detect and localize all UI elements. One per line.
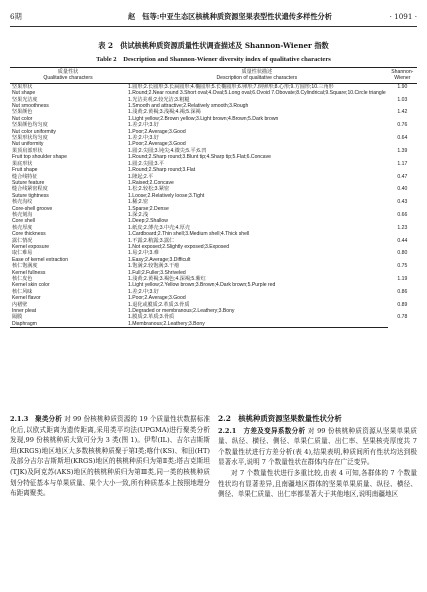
trait-name-zh: 果顶肩部形状	[12, 147, 43, 154]
trait-name-en: Nut smoothness	[12, 103, 49, 110]
trait-description-zh: 1.深;2.浅	[128, 211, 149, 218]
trait-name-en: Nut color uniformity	[12, 128, 56, 135]
trait-name-en: Ease of kernel extraction	[12, 256, 69, 263]
shannon-index: 0.44	[397, 237, 408, 244]
trait-description-zh: 1.圆;2.尖圆;3.钝尖;4.微尖;5.平;6.凹	[128, 147, 207, 154]
trait-description-en: 1.Poor;2.Average;3.Good	[128, 141, 186, 148]
trait-description-en: 1.Poor;2.Average;3.Good	[128, 295, 186, 302]
shannon-index: 1.17	[397, 160, 408, 167]
trait-description-en: 1.Raised;2.Concave	[128, 179, 174, 186]
trait-description-zh: 1.易;2.中;3.难	[128, 250, 159, 257]
trait-description-zh: 1.圆形;2.长圆形;3.长扁圆形;4.椭圆形;5.长椭圆形;6.卵形;7.倒卵形;8.心形;9.方圆形;10.三角形	[128, 83, 334, 90]
trait-description-en: 1.Not exposed;2.Slightly exposed;3.Exposed	[128, 243, 230, 250]
trait-name-zh: 核仁风味	[12, 288, 33, 295]
header-trait	[10, 68, 126, 84]
variance-analysis-para2: 对 7 个数量性状进行多重比较,由表 4 可知,各群体的 7 个数量性状均有显著差异,且南疆地区群体的坚果单果质量、纵径、横径、侧径、单果仁质量、出仁率都显著大于其他地区,说明南疆地区	[218, 468, 417, 499]
trait-name-zh: 露仁情况	[12, 237, 33, 244]
trait-description-zh: 1.退化或膜质;2.革质;3.骨质	[128, 301, 190, 308]
header-description-en: Description of qualitative characters	[216, 75, 298, 82]
trait-name-zh: 缝合线特征	[12, 173, 38, 180]
trait-name-en: Suture feature	[12, 179, 45, 186]
trait-description-en: 1.Degraded or membranous;2.Leathery;3.Bony	[128, 308, 235, 315]
trait-description-en: 1.Poor;2.Average;3.Good	[128, 128, 186, 135]
shannon-index: 1.03	[397, 96, 408, 103]
shannon-index: 1.90	[397, 83, 408, 90]
header-description-zh: 质量性状描述	[241, 69, 273, 75]
trait-name-en: Nut uniformity	[12, 141, 44, 148]
trait-name-en: Fruit top shoulder shape	[12, 154, 67, 161]
header-trait-en: Qualitative characters	[43, 75, 93, 82]
shannon-index: 0.43	[397, 199, 408, 206]
quantitative-section-heading: 2.2 核桃种质资源坚果数量性状分析	[218, 414, 342, 423]
trait-name-en: Kernel skin color	[12, 282, 50, 289]
running-header	[10, 10, 417, 24]
shannon-index: 1.42	[397, 109, 408, 116]
trait-description-zh: 1.圆;2.尖圆;3.平	[128, 160, 164, 167]
trait-name-en: Fruit shape	[12, 167, 38, 174]
trait-description-zh: 1.光洁美观;2.较光洁;3.粗糙	[128, 96, 190, 103]
table-row	[10, 83, 417, 90]
trait-name-en: Nut color	[12, 115, 33, 122]
trait-description-en: 1.Round;2.Near round 3.Short oval;4.Oval;5.Long oval;6.Ovoid 7.Obovate;8.Cylindrical;9.Square;10.Circle triangle	[128, 90, 386, 97]
trait-name-en: Kernel flavor	[12, 295, 41, 302]
trait-description-zh: 1.浅黄;2.黄褐;3.浅褐;4.褐;5.深褐	[128, 109, 201, 116]
trait-name-zh: 坚果光洁度	[12, 96, 38, 103]
issue-number: 6期	[10, 12, 22, 21]
trait-name-en: Kernel exposure	[12, 243, 50, 250]
variance-analysis-heading: 2.2.1 方差及变异系数分析	[218, 426, 306, 435]
qualitative-traits-table	[10, 67, 417, 328]
shannon-index: 0.64	[397, 135, 408, 142]
trait-description-zh: 1.松;2.较松;3.紧密	[128, 186, 170, 193]
trait-description-en: 1.Deep;2.Shallow	[128, 218, 168, 225]
shannon-index: 1.23	[397, 224, 408, 231]
shannon-index: 1.19	[397, 276, 408, 282]
table-row-en	[10, 321, 417, 328]
table-body	[10, 83, 417, 327]
shannon-index: 0.78	[397, 314, 408, 321]
trait-name-en: Suture tightness	[12, 192, 49, 199]
trait-name-zh: 核壳厚度	[12, 224, 33, 231]
trait-description-en: 1.Round;2.Sharp round;3.Blunt tip;4.Sharp tip;5.Flat;6.Concave	[128, 154, 271, 161]
trait-name-zh: 缝合线紧密程度	[12, 186, 48, 193]
trait-description-en: 1.Sparse;2.Dense	[128, 205, 169, 212]
trait-description-en: 1.Full;2.Fuller;3.Shriveled	[128, 269, 186, 276]
trait-name-en: Diaphragm	[10, 321, 126, 328]
trait-description-en: 1.Smooth and attractive;2.Relatively smooth;3.Rough	[128, 103, 249, 110]
trait-description-zh: 1.纸皮;2.薄壳;3.中壳;4.厚壳	[128, 224, 190, 231]
table-header-row	[10, 68, 417, 84]
trait-description-zh: 1.膜质;2.革质;3.骨质	[128, 314, 175, 321]
shannon-index: 0.86	[397, 288, 408, 295]
trait-name-zh: 坚果形状均匀度	[12, 135, 48, 142]
trait-name-en: Nut shape	[12, 90, 36, 97]
cluster-analysis-heading: 2.1.3 聚类分析	[10, 415, 62, 423]
table-caption-en: Table 2 Description and Shannon-Wiener diversity index of qualitative characters	[96, 56, 331, 63]
shannon-index: 0.76	[397, 122, 408, 129]
trait-name-zh: 坚果颜色均匀度	[12, 122, 48, 129]
left-column	[10, 414, 210, 499]
trait-name-zh: 坚果颜色	[12, 109, 33, 116]
shannon-index: 0.47	[397, 173, 408, 180]
trait-name-zh: 核仁饱满度	[12, 263, 38, 270]
running-title: 赵 钰等:中亚生态区核桃种质资源坚果表型性状遗传多样性分析	[128, 12, 332, 21]
trait-description-zh: 1.饱满;2.较饱满;3.干瘪	[128, 263, 180, 270]
trait-name-en: Inner pleat	[12, 308, 37, 315]
trait-description-en: 1.Cardboard;2.Thin shell;3.Medium shell;4.Thick shell	[128, 231, 250, 238]
trait-description-zh: 1.不露;2.稍露;3.露仁	[128, 237, 175, 244]
trait-name-en: Core-shell groove	[12, 205, 53, 212]
trait-description-zh: 1.稀;2.密	[128, 199, 149, 206]
trait-description-en: 1.Light yellow;2.Yellow brown;3.Brown;4.Dark brown;5.Purple red	[128, 282, 276, 289]
cluster-analysis-text: 对 99 份核桃种质资源的 19 个质量性状数据标准化后,以欧式距离为遗传距离,采用类平均法(UPGMA)进行聚类分析发现,99 份核桃种质大致可分为 3 类(图 1)。伊犁(IL)、吉尔吉斯斯坦(KRGS)地区地区大多数核桃种质聚于第Ⅰ类;喀什(KS)、和田(HT)及部分吉尔吉斯斯坦(KRGS)地区的核桃种质归为第Ⅱ类;塔吉克斯坦(TJK)及阿克苏(AKS)地区的核桃种质归为第Ⅲ类,同一类的核桃种质划分特征基本与单果质量、果个大小一致,所有种质基本上按照地理分布距离聚类。	[10, 415, 210, 498]
shannon-index: 0.80	[397, 250, 408, 257]
shannon-index: 0.75	[397, 263, 408, 270]
right-column	[218, 414, 417, 500]
page-number: · 1091 ·	[389, 12, 417, 21]
trait-name-zh: 核仁皮色	[12, 276, 33, 282]
header-trait-zh: 质量性状	[57, 69, 79, 75]
trait-description-zh: 1.浅黄;2.黄褐;3.褐色;4.深褐;5.紫红	[128, 276, 206, 282]
shannon-index: 0.89	[397, 301, 408, 308]
trait-name-en: Core thickness	[12, 231, 46, 238]
table-caption-zh: 表 2 供试核桃种质资源质量性状调查描述及 Shannon-Wiener 指数	[98, 41, 329, 50]
header-description	[126, 68, 388, 84]
trait-name-zh: 取仁难易	[12, 250, 33, 257]
trait-description-en: 1.Light yellow;2.Brown yellow;3.Light brown;4.Brown;5.Dark brown	[128, 115, 279, 122]
trait-description-en: 1.Round;2.Sharp round;3.Flat	[128, 167, 196, 174]
trait-name-zh: 核壳沟纹	[12, 199, 33, 206]
trait-description-zh: 1.隆起;2.平	[128, 173, 154, 180]
trait-description-zh: 1.差;2.中;3.好	[128, 288, 159, 295]
trait-name-zh: 内褶壁	[12, 301, 28, 308]
trait-name-en: Kernel fullness	[12, 269, 46, 276]
trait-name-zh: 核壳刻沟	[12, 211, 33, 218]
trait-description-zh: 1.差;2.中;3.好	[128, 122, 159, 129]
trait-description-en: 1.Easy;2.Average;3.Difficult	[128, 256, 191, 263]
trait-description-en: 1.Membranous;2.Leathery;3.Bony	[126, 321, 388, 328]
header-shannon: Shannon-Wiener	[388, 68, 417, 84]
shannon-index: 0.40	[397, 186, 408, 193]
trait-name-en: Core shell	[12, 218, 35, 225]
variance-analysis-para1: 对 99 份核桃种质资源从坚果单果质量、纵径、横径、侧径、单果仁质量、出仁率、坚果核壳厚度共 7 个数量性状进行方差分析(表 4),结果表明,种质间所有性状均达到极显著水平,说明 7 个数量性状在群体内存在广泛变异。	[218, 426, 417, 467]
trait-description-zh: 1.差;2.中;3.好	[128, 135, 159, 142]
trait-name-zh: 果底形状	[12, 160, 33, 167]
trait-name-zh: 隔膜	[12, 314, 23, 321]
header-rule	[10, 26, 417, 27]
trait-name-zh: 坚果形状	[12, 83, 33, 90]
shannon-index: 0.66	[397, 211, 408, 218]
trait-description-en: 1.Loose;2.Relatively loose;3.Tight	[128, 192, 205, 199]
shannon-index: 1.39	[397, 147, 408, 154]
